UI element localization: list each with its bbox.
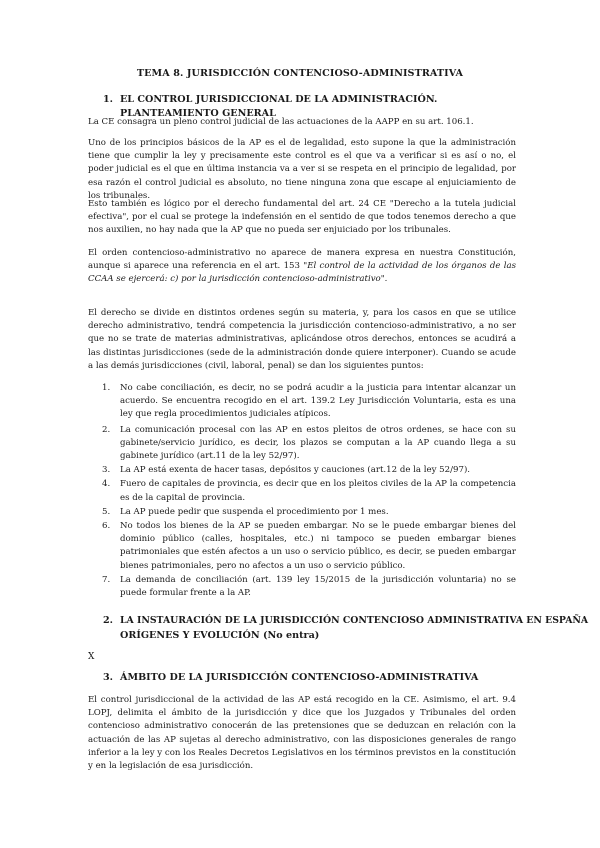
section-title: EL CONTROL JURISDICCIONAL DE LA ADMINISTRACIÓN. PLANTEAMIENTO GENERAL: [120, 94, 438, 119]
list-number: 6.: [102, 521, 111, 532]
section-title: ÁMBITO DE LA JURISDICCIÓN CONTENCIOSO-ADMINISTRATIVA: [120, 672, 479, 683]
paragraph: El derecho se divide en distintos ordenes según su materia, y, para los casos en que se utilice derecho administrativo, tendrá competencia la jurisdicción contencioso-administrativo, a no ser que no se trate de materias administrativas, aplicándose otros derechos, entonces se acudirá a las distintas jurisdicciones (sede de la administración donde quiere interponer). Cuando se acude a las demás jurisdicciones (civil, laboral, penal) se dan los siguientes puntos:: [88, 308, 516, 371]
list-text: La demanda de conciliación (art. 139 ley 15/2015 de la jurisdicción voluntaria) no se puede formular frente a la AP.: [120, 574, 516, 599]
list-text: No todos los bienes de la AP se pueden embargar. No se le puede embargar bienes del dominio público (calles, hospitales, etc.) ni tampoco se pueden embargar bienes patrimoniales que estén afectos a un uso o servicio público, es decir, se pueden embargar bienes patrimoniales, pero no afectos a un uso o servicio público.: [120, 521, 516, 571]
list-number: 2.: [102, 424, 111, 435]
section-number: 3.: [103, 672, 114, 683]
paragraph: Esto también es lógico por el derecho fundamental del art. 24 CE "Derecho a la tutela judicial efectiva", por el cual se protege la indefensión en el sentido de que todos tenemos derecho a que nos auxilien, no hay nada que la AP que no pueda ser enjuiciado por los tribunales.: [88, 199, 516, 236]
list-item: [102, 464, 516, 477]
points-list: [102, 382, 516, 600]
list-text: No cabe conciliación, es decir, no se podrá acudir a la justicia para intentar alcanzar un acuerdo. Se encuentra recogido en el art. 139.2 Ley Jurisdicción Voluntaria, esta es una ley que regla procedimientos judiciales atípicos.: [120, 383, 516, 420]
list-number: 7.: [102, 574, 111, 585]
list-item: [102, 574, 516, 600]
quote-text: "El control de la actividad de los órganos de las CCAA se ejercerá: c) por la jurisdicción contencioso-administrativo".: [88, 261, 516, 285]
list-item: [102, 506, 516, 519]
paragraph-text: El orden contencioso-administrativo no aparece de manera expresa en nuestra Constitución, aunque si aparece una referencia en el art. 153: [88, 248, 516, 272]
section-title-line-1: LA INSTAURACIÓN DE LA JURISDICCIÓN CONTENCIOSO ADMINISTRATIVA EN ESPAÑA: [120, 615, 589, 626]
list-item: [102, 520, 516, 573]
paragraph: [88, 247, 516, 287]
list-item: [102, 478, 516, 504]
list-text: La AP está exenta de hacer tasas, depósitos y cauciones (art.12 de la ley 52/97).: [120, 465, 471, 476]
list-number: 4.: [102, 479, 111, 490]
list-number: 3.: [102, 465, 111, 476]
list-number: 5.: [102, 506, 111, 517]
page-title: TEMA 8. JURISDICCIÓN CONTENCIOSO-ADMINISTRATIVA: [136, 68, 464, 79]
section-number: 2.: [103, 615, 114, 626]
section-number: 1.: [103, 94, 114, 105]
list-text: Fuero de capitales de provincia, es decir que en los pleitos civiles de la AP la competencia es de la capital de provincia.: [120, 479, 516, 503]
section-title-line-2: ORÍGENES Y EVOLUCIÓN (No entra): [120, 630, 320, 641]
list-text: La AP puede pedir que suspenda el procedimiento por 1 mes.: [120, 506, 389, 517]
list-item: [102, 424, 516, 464]
paragraph: Uno de los principios básicos de la AP es el de legalidad, esto supone la que la administración tiene que cumplir la ley y precisamente este control es el que va a verificar si es así o no, el poder judicial es el que en última instancia va a ver si se respeta en el principio de legalidad, por esa razón el control judicial es absoluto, no tiene ninguna zona que escape al enjuiciamiento de los tribunales.: [88, 138, 516, 201]
list-number: 1.: [102, 383, 111, 393]
paragraph: La CE consagra un pleno control judicial de las actuaciones de la AAPP en su art. 106.1.: [88, 117, 474, 127]
list-text: La comunicación procesal con las AP en estos pleitos de otros ordenes, se hace con su gabinete/servicio jurídico, es decir, los plazos se computan a la AP cuando llega a su gabinete jurídico (art.11 de la ley 52/97).: [120, 424, 516, 462]
list-item: [102, 382, 516, 422]
x-mark: X: [88, 652, 95, 662]
paragraph: El control jurisdiccional de la actividad de las AP está recogido en la CE. Asimismo, el art. 9.4 LOPJ, delimita el ámbito de la jurisdicción y dice que los Juzgados y Tribunales del orden contencioso administrativo conocerán de las pretensiones que se deduzcan en relación con la actuación de las AP sujetas al derecho administrativo, con las disposiciones generales de rango inferior a la ley y con los Reales Decretos Legislativos en los términos previstos en la constitución y en la legislación de esa jurisdicción.: [88, 695, 516, 772]
